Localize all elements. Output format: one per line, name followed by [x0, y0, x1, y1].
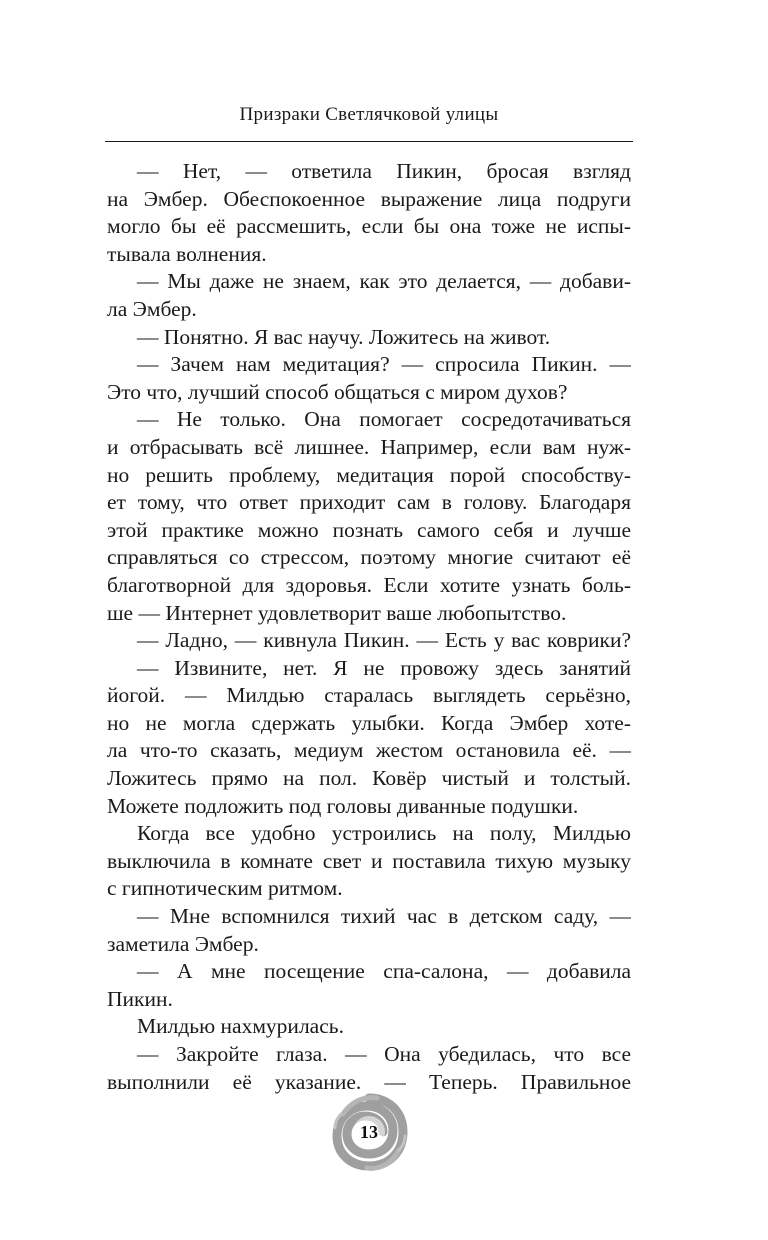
text-line: — Нет, — ответила Пикин, бросая взгляд: [137, 159, 631, 183]
text-line: заметила Эмбер.: [107, 931, 259, 956]
text-line: и отбрасывать всё лишнее. Например, если вам нуж-: [107, 434, 631, 459]
text-line: ла Эмбер.: [107, 296, 197, 321]
text-line: ше — Интернет удовлетворит ваше любопытство.: [107, 600, 567, 625]
text-line: ет тому, что ответ приходит сам в голову. Благодаря: [107, 490, 631, 515]
text-line: с гипнотическим ритмом.: [107, 876, 343, 901]
text-line: но не могла сдержать улыбки. Когда Эмбер хоте-: [107, 710, 631, 735]
text-line: но решить проблему, медитация порой способству-: [107, 462, 631, 487]
text-line: справляться со стрессом, поэтому многие считают её: [107, 545, 631, 570]
text-line: этой практике можно познать самого себя и лучше: [107, 517, 631, 542]
text-line: йогой. — Милдью старалась выглядеть серьёзно,: [107, 683, 631, 708]
text-line: могло бы её рассмешить, если бы она тоже не испы-: [107, 214, 631, 239]
page-number: 13: [360, 1122, 378, 1142]
text-line: Милдью нахмурилась.: [137, 1014, 344, 1039]
text-line: благотворной для здоровья. Если хотите узнать боль-: [107, 572, 631, 597]
body-text: [107, 158, 631, 1096]
text-line: — Мы даже не знаем, как это делается, — добави-: [137, 269, 631, 294]
text-line: — А мне посещение спа-салона, — добавила: [137, 959, 631, 984]
text-line: Когда все удобно устроились на полу, Милдью: [137, 821, 631, 846]
text-line: на Эмбер. Обеспокоенное выражение лица подруги: [107, 186, 631, 211]
text-line: Ложитесь прямо на пол. Ковёр чистый и толстый.: [107, 766, 631, 791]
text-line: Можете подложить под головы диванные подушки.: [107, 793, 579, 818]
text-line: — Закройте глаза. — Она убедилась, что все: [137, 1042, 631, 1066]
text-line: тывала волнения.: [107, 241, 267, 266]
text-line: — Не только. Она помогает сосредотачиваться: [137, 407, 631, 432]
header-rule: [105, 141, 633, 142]
text-line: Пикин.: [107, 986, 173, 1011]
text-line: выключила в комнате свет и поставила тихую музыку: [107, 848, 631, 873]
text-line: — Зачем нам медитация? — спросила Пикин. —: [137, 352, 631, 377]
text-line: — Мне вспомнился тихий час в детском саду, —: [137, 904, 631, 929]
text-line: выполнили её указание. — Теперь. Правильное: [107, 1069, 631, 1094]
text-line: — Извините, нет. Я не провожу здесь занятий: [137, 655, 631, 680]
text-line: — Понятно. Я вас научу. Ложитесь на живот.: [137, 324, 551, 349]
page-number-badge: [329, 1092, 409, 1172]
text-line: Это что, лучший способ общаться с миром духов?: [107, 379, 568, 404]
running-head: Призраки Светлячковой улицы: [239, 104, 499, 125]
text-line: ла что-то сказать, медиум жестом остановила её. —: [107, 738, 631, 763]
text-line: — Ладно, — кивнула Пикин. — Есть у вас коврики?: [137, 628, 631, 653]
